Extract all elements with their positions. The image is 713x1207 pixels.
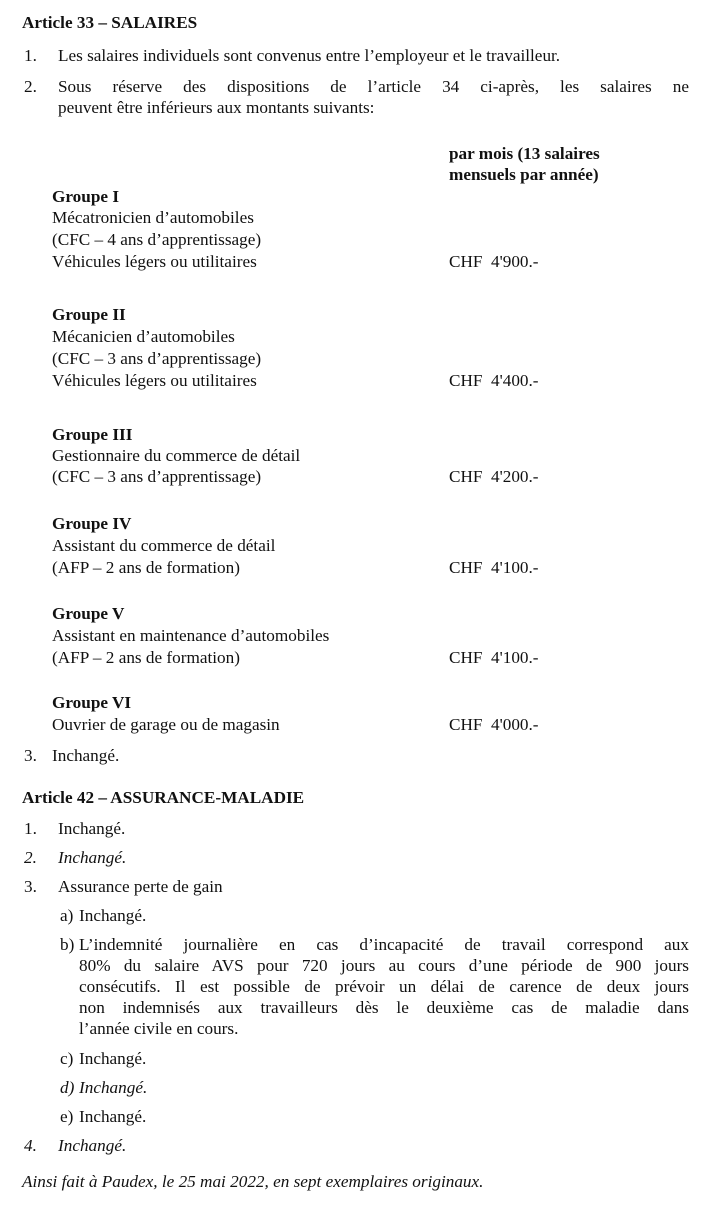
salary-amount: CHF 4'200.-: [449, 467, 539, 486]
group-line: (CFC – 4 ans d’apprentissage): [52, 230, 262, 249]
sub-item-label: e): [60, 1107, 74, 1126]
group-line: Véhicules légers ou utilitaires: [52, 371, 257, 390]
group-line: (CFC – 3 ans d’apprentissage): [52, 349, 262, 368]
sub-item-text: Inchangé.: [79, 1078, 148, 1097]
sub-item-text: Inchangé.: [79, 1107, 147, 1126]
item-number: 4.: [24, 1136, 37, 1155]
salary-amount: CHF 4'100.-: [449, 558, 539, 577]
salary-amount: CHF 4'400.-: [449, 371, 539, 390]
group-title: Groupe V: [52, 604, 125, 623]
item-number: 3.: [24, 877, 37, 896]
group-title: Groupe IV: [52, 514, 132, 533]
item-text-line: Sous réserve des dispositions de l’article 34 ci-après, les salaires ne: [58, 77, 689, 96]
group-line: Gestionnaire du commerce de détail: [52, 446, 301, 465]
item-number: 2.: [24, 77, 37, 96]
column-header-line: par mois (13 salaires: [449, 144, 600, 163]
item-number: 3.: [24, 746, 37, 765]
salary-amount: CHF 4'100.-: [449, 648, 539, 667]
item-text: Les salaires individuels sont convenus entre l’employeur et le travailleur.: [58, 46, 561, 65]
group-title: Groupe VI: [52, 693, 132, 712]
article-33-heading: Article 33 – SALAIRES: [22, 13, 198, 32]
column-header-line: mensuels par année): [449, 165, 599, 184]
sub-item-text-line: 80% du salaire AVS pour 720 jours au cours d’une période de 900 jours: [79, 956, 689, 975]
item-number: 1.: [24, 46, 37, 65]
item-text: Assurance perte de gain: [58, 877, 223, 896]
sub-item-text-line: l’année civile en cours.: [79, 1019, 239, 1038]
sub-item-label: b): [60, 935, 75, 954]
article-42-heading: Article 42 – ASSURANCE-MALADIE: [22, 788, 305, 807]
group-title: Groupe I: [52, 187, 120, 206]
sub-item-text-line: consécutifs. Il est possible de prévoir un délai de carence de deux jours: [79, 977, 689, 996]
item-text: Inchangé.: [58, 819, 126, 838]
item-number: 2.: [24, 848, 37, 867]
item-text: Inchangé.: [52, 746, 120, 765]
group-line: Véhicules légers ou utilitaires: [52, 252, 257, 271]
closing-statement: Ainsi fait à Paudex, le 25 mai 2022, en sept exemplaires originaux.: [22, 1172, 484, 1191]
group-title: Groupe II: [52, 305, 126, 324]
group-line: Mécanicien d’automobiles: [52, 327, 235, 346]
group-line: Assistant du commerce de détail: [52, 536, 276, 555]
sub-item-text-line: non indemnisés aux travailleurs dès le deuxième cas de maladie dans: [79, 998, 689, 1017]
group-line: (AFP – 2 ans de formation): [52, 648, 240, 667]
item-text-line: peuvent être inférieurs aux montants suivants:: [58, 98, 375, 117]
group-line: Assistant en maintenance d’automobiles: [52, 626, 330, 645]
sub-item-text: Inchangé.: [79, 906, 147, 925]
group-line: (AFP – 2 ans de formation): [52, 558, 240, 577]
sub-item-label: c): [60, 1049, 74, 1068]
group-title: Groupe III: [52, 425, 133, 444]
item-number: 1.: [24, 819, 37, 838]
sub-item-label: a): [60, 906, 74, 925]
group-line: Mécatronicien d’automobiles: [52, 208, 254, 227]
item-text: Inchangé.: [58, 848, 127, 867]
sub-item-label: d): [60, 1078, 75, 1097]
sub-item-text-line: L’indemnité journalière en cas d’incapacité de travail correspond aux: [79, 935, 689, 954]
group-line: Ouvrier de garage ou de magasin: [52, 715, 280, 734]
salary-amount: CHF 4'000.-: [449, 715, 539, 734]
group-line: (CFC – 3 ans d’apprentissage): [52, 467, 262, 486]
sub-item-text: Inchangé.: [79, 1049, 147, 1068]
salary-amount: CHF 4'900.-: [449, 252, 539, 271]
item-text: Inchangé.: [58, 1136, 127, 1155]
